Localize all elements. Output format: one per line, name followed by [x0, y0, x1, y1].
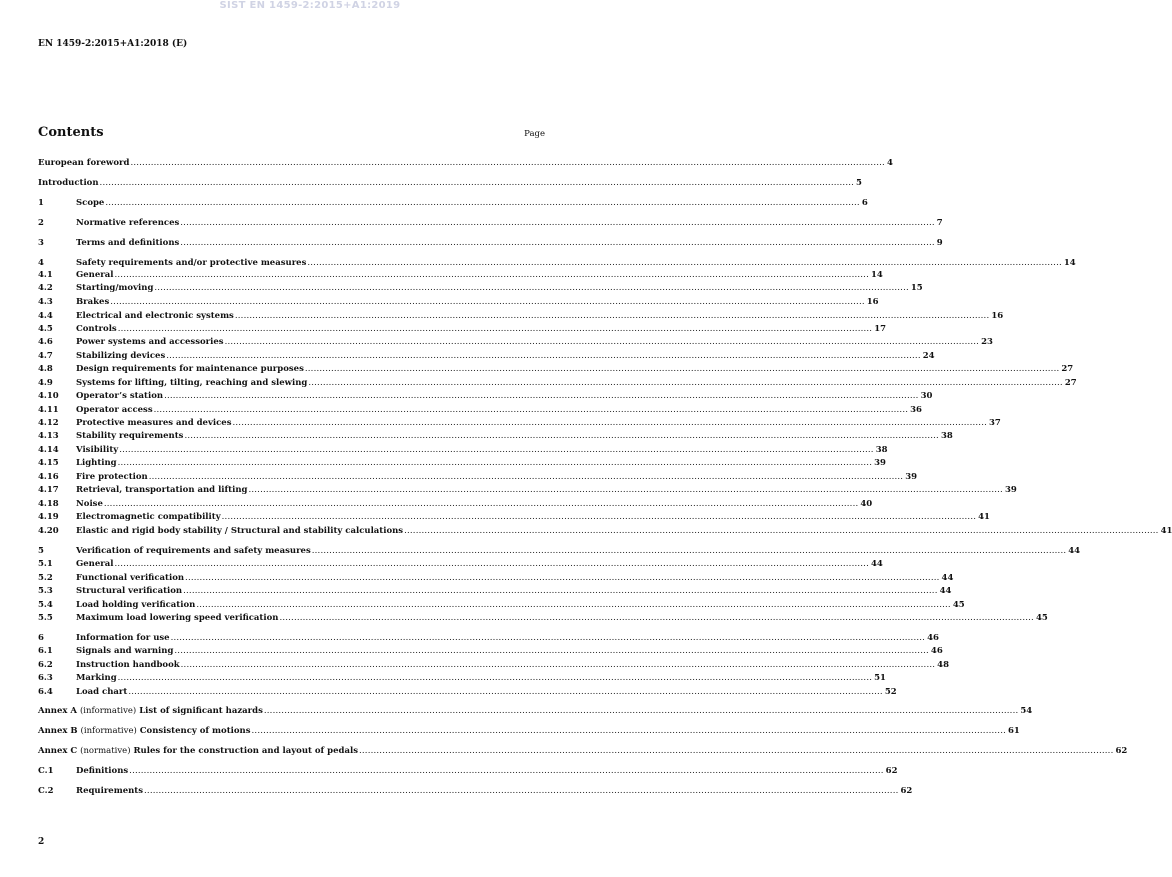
dot-leader: ....................................................................................................................................................................................................................................................................	[311, 546, 1067, 556]
watermark: SIST EN 1459-2:2015+A1:2019	[219, 0, 401, 11]
dot-leader: ....................................................................................................................................................................................................................................................................	[129, 766, 884, 776]
toc-entry-title: Definitions	[76, 766, 129, 776]
toc-entry-page: 5	[856, 178, 862, 188]
toc-entry[interactable]	[38, 559, 883, 570]
toc-entry-page: 16	[866, 297, 879, 307]
toc-entry-title: Scope	[76, 198, 105, 208]
toc-entry-page: 62	[885, 766, 898, 776]
annex-qualifier: (normative)	[80, 746, 131, 756]
toc-entry-title	[38, 746, 358, 757]
dot-leader: ....................................................................................................................................................................................................................................................................	[183, 586, 938, 596]
toc-entry[interactable]	[38, 458, 886, 469]
toc-entry[interactable]	[38, 297, 879, 308]
toc-entry-title: Structural verification	[76, 586, 183, 596]
annex-label: Annex C	[38, 746, 78, 756]
toc-entry[interactable]	[38, 445, 888, 456]
toc-entry[interactable]	[38, 198, 868, 209]
dot-leader: ....................................................................................................................................................................................................................................................................	[153, 405, 909, 415]
dot-leader: ....................................................................................................................................................................................................................................................................	[304, 364, 1060, 374]
toc-entry-number: 4.6	[38, 337, 53, 347]
toc-entry[interactable]	[38, 600, 965, 611]
toc-entry-page: 44	[941, 573, 954, 583]
annex-qualifier: (informative)	[80, 726, 137, 736]
toc-entry-title: Systems for lifting, tilting, reaching and slewing	[76, 378, 308, 388]
toc-entry[interactable]	[38, 746, 1128, 757]
dot-leader: ....................................................................................................................................................................................................................................................................	[164, 391, 919, 401]
dot-leader: ....................................................................................................................................................................................................................................................................	[251, 726, 1007, 736]
toc-entry-page: 30	[920, 391, 933, 401]
dot-leader: ....................................................................................................................................................................................................................................................................	[221, 512, 977, 522]
toc-entry[interactable]	[38, 324, 887, 335]
document-id: EN 1459-2:2015+A1:2018 (E)	[38, 39, 188, 49]
toc-entry-title	[38, 706, 263, 717]
toc-entry-page: 17	[874, 324, 887, 334]
toc-entry-title: Visibility	[76, 445, 119, 455]
toc-entry-title: Requirements	[76, 786, 144, 796]
toc-entry-number: 4.10	[38, 391, 59, 401]
toc-entry-number: 5.1	[38, 559, 53, 569]
toc-entry[interactable]	[38, 786, 913, 797]
annex-label: Annex A	[38, 706, 77, 716]
dot-leader: ....................................................................................................................................................................................................................................................................	[224, 337, 980, 347]
toc-entry[interactable]	[38, 485, 1017, 496]
dot-leader: ....................................................................................................................................................................................................................................................................	[117, 673, 873, 683]
toc-entry-page: 62	[900, 786, 913, 796]
toc-entry-title: European foreword	[38, 158, 130, 168]
toc-entry-number: 4.1	[38, 270, 53, 280]
toc-entry-page: 27	[1064, 378, 1077, 388]
toc-entry-page: 62	[1115, 746, 1128, 756]
toc-entry-page: 14	[1063, 258, 1076, 268]
toc-entry-page: 52	[884, 687, 897, 697]
dot-leader: ....................................................................................................................................................................................................................................................................	[117, 458, 873, 468]
contents-title: Contents	[38, 125, 104, 140]
toc-entry-page: 36	[910, 405, 922, 415]
toc-entry-page: 38	[940, 431, 953, 441]
toc-entry[interactable]	[38, 726, 1020, 737]
toc-entry-number: 4.19	[38, 512, 59, 522]
toc-entry-number: 3	[38, 238, 44, 248]
dot-leader: ....................................................................................................................................................................................................................................................................	[307, 258, 1062, 268]
toc-entry-page: 39	[874, 458, 886, 468]
dot-leader: ....................................................................................................................................................................................................................................................................	[117, 324, 873, 334]
toc-entry-page: 16	[991, 311, 1004, 321]
page-number: 2	[38, 837, 45, 847]
toc-entry-page: 39	[905, 472, 918, 482]
toc-entry-number: 4.12	[38, 418, 59, 428]
toc-entry-title: Operator access	[76, 405, 153, 415]
toc-entry[interactable]	[38, 258, 1076, 269]
toc-entry-page: 39	[1004, 485, 1017, 495]
toc-entry-title: Noise	[76, 499, 103, 509]
toc-entry-number: 4.20	[38, 526, 59, 536]
toc-entry-title: Stabilizing devices	[76, 351, 166, 361]
dot-leader: ....................................................................................................................................................................................................................................................................	[308, 378, 1063, 388]
toc-entry-title: Signals and warning	[76, 646, 174, 656]
toc-entry[interactable]	[38, 337, 993, 348]
dot-leader: ....................................................................................................................................................................................................................................................................	[130, 158, 885, 168]
dot-leader: ....................................................................................................................................................................................................................................................................	[174, 646, 929, 656]
toc-entry-title: General	[76, 559, 114, 569]
toc-entry-page: 41	[1160, 526, 1172, 536]
annex-label: Annex B	[38, 726, 78, 736]
toc-entry-number: 4.11	[38, 405, 59, 415]
toc-entry[interactable]	[38, 499, 873, 510]
toc-entry-page: 40	[860, 499, 873, 509]
toc-entry-title: Safety requirements and/or protective measures	[76, 258, 307, 268]
toc-entry-title: Controls	[76, 324, 117, 334]
toc-entry[interactable]	[38, 311, 1004, 322]
toc-entry-page: 27	[1061, 364, 1074, 374]
toc-entry-title: Lighting	[76, 458, 117, 468]
dot-leader: ....................................................................................................................................................................................................................................................................	[196, 600, 951, 610]
dot-leader: ....................................................................................................................................................................................................................................................................	[154, 283, 909, 293]
toc-entry[interactable]	[38, 158, 893, 169]
toc-entry-number: 4.5	[38, 324, 53, 334]
toc-entry-number: 6.2	[38, 660, 53, 670]
dot-leader: ....................................................................................................................................................................................................................................................................	[128, 687, 883, 697]
toc-entry-page: 44	[939, 586, 952, 596]
toc-entry-number: 6.4	[38, 687, 53, 697]
toc-entry-title: Information for use	[76, 633, 170, 643]
toc-entry-page: 7	[936, 218, 943, 228]
toc-entry-page: 38	[875, 445, 888, 455]
toc-entry-number: C.1	[38, 766, 54, 776]
toc-entry[interactable]	[38, 431, 953, 442]
toc-entry[interactable]	[38, 646, 943, 657]
dot-leader: ....................................................................................................................................................................................................................................................................	[114, 270, 869, 280]
toc-entry-number: 4.9	[38, 378, 53, 388]
toc-entry-page: 44	[870, 559, 883, 569]
toc-entry-number: 4	[38, 258, 44, 268]
dot-leader: ....................................................................................................................................................................................................................................................................	[404, 526, 1159, 536]
toc-entry[interactable]	[38, 586, 952, 597]
toc-entry-number: 4.4	[38, 311, 53, 321]
dot-leader: ....................................................................................................................................................................................................................................................................	[180, 660, 936, 670]
toc-entry-page: 24	[922, 351, 935, 361]
toc-entry-page: 9	[936, 238, 943, 248]
toc-entry-number: 4.15	[38, 458, 59, 468]
toc-entry-page: 15	[910, 283, 923, 293]
dot-leader: ....................................................................................................................................................................................................................................................................	[180, 238, 935, 248]
toc-entry-number: 4.16	[38, 472, 59, 482]
dot-leader: ....................................................................................................................................................................................................................................................................	[185, 573, 940, 583]
dot-leader: ....................................................................................................................................................................................................................................................................	[166, 351, 921, 361]
toc-entry-title: Operator’s station	[76, 391, 164, 401]
dot-leader: ....................................................................................................................................................................................................................................................................	[144, 786, 899, 796]
toc-entry-number: 6.3	[38, 673, 53, 683]
toc-entry-page: 37	[989, 418, 1001, 428]
toc-entry-number: 5.5	[38, 613, 53, 623]
toc-entry[interactable]	[38, 472, 918, 483]
toc-entry-page: 54	[1020, 706, 1033, 716]
annex-qualifier: (informative)	[79, 706, 137, 716]
toc-entry[interactable]	[38, 218, 943, 229]
dot-leader: ....................................................................................................................................................................................................................................................................	[248, 485, 1003, 495]
toc-entry-number: 4.18	[38, 499, 59, 509]
toc-entry[interactable]	[38, 766, 898, 777]
dot-leader: ....................................................................................................................................................................................................................................................................	[170, 633, 926, 643]
toc-entry[interactable]	[38, 351, 935, 362]
toc-entry-title: Maximum load lowering speed verification	[76, 613, 279, 623]
toc-entry[interactable]	[38, 573, 954, 584]
dot-leader: ....................................................................................................................................................................................................................................................................	[103, 499, 859, 509]
toc-entry-number: 4.14	[38, 445, 59, 455]
toc-entry-number: 4.8	[38, 364, 53, 374]
toc-entry-number: 6.1	[38, 646, 53, 656]
toc-entry-number: C.2	[38, 786, 54, 796]
toc-entry[interactable]	[38, 238, 943, 249]
annex-title: List of significant hazards	[139, 706, 263, 716]
dot-leader: ....................................................................................................................................................................................................................................................................	[114, 559, 869, 569]
dot-leader: ....................................................................................................................................................................................................................................................................	[119, 445, 874, 455]
toc-entry-title: Load holding verification	[76, 600, 196, 610]
toc-entry-number: 5.3	[38, 586, 53, 596]
toc-entry-number: 1	[38, 198, 44, 208]
toc-entry-title: Instruction handbook	[76, 660, 180, 670]
toc-entry-number: 4.13	[38, 431, 59, 441]
toc-entry-title: Verification of requirements and safety measures	[76, 546, 311, 556]
toc-entry-title: Functional verification	[76, 573, 185, 583]
toc-entry-title: Electromagnetic compatibility	[76, 512, 221, 522]
toc-entry-number: 4.2	[38, 283, 53, 293]
toc-entry[interactable]	[38, 418, 1001, 429]
toc-entry-title: Marking	[76, 673, 117, 683]
toc-entry-page: 14	[870, 270, 883, 280]
page-column-label: Page	[524, 129, 545, 139]
toc-entry-page: 46	[930, 646, 943, 656]
toc-entry[interactable]	[38, 378, 1077, 389]
toc-entry-title	[38, 726, 251, 737]
dot-leader: ....................................................................................................................................................................................................................................................................	[99, 178, 855, 188]
toc-entry-number: 5	[38, 546, 44, 556]
toc-entry-title: Electrical and electronic systems	[76, 311, 234, 321]
toc-entry-page: 45	[952, 600, 965, 610]
toc-entry[interactable]	[38, 706, 1033, 717]
dot-leader: ....................................................................................................................................................................................................................................................................	[110, 297, 865, 307]
toc-entry[interactable]	[38, 178, 862, 189]
toc-entry-page: 6	[861, 198, 868, 208]
dot-leader: ....................................................................................................................................................................................................................................................................	[234, 311, 990, 321]
dot-leader: ....................................................................................................................................................................................................................................................................	[184, 431, 939, 441]
toc-entry-title: Fire protection	[76, 472, 148, 482]
toc-entry-title: Power systems and accessories	[76, 337, 224, 347]
toc-entry-page: 44	[1068, 546, 1081, 556]
toc-entry[interactable]	[38, 270, 883, 281]
toc-entry-number: 6	[38, 633, 44, 643]
toc-entry-page: 45	[1035, 613, 1048, 623]
dot-leader: ....................................................................................................................................................................................................................................................................	[263, 706, 1019, 716]
toc-entry-title: Brakes	[76, 297, 110, 307]
toc-entry-title: Protective measures and devices	[76, 418, 232, 428]
toc-entry-number: 2	[38, 218, 44, 228]
toc-entry-page: 46	[927, 633, 939, 643]
toc-entry-page: 41	[978, 512, 990, 522]
toc-entry-page: 61	[1008, 726, 1020, 736]
toc-entry[interactable]	[38, 613, 1048, 624]
toc-entry-number: 4.17	[38, 485, 59, 495]
toc-entry[interactable]	[38, 687, 897, 698]
toc-entry-title: Normative references	[76, 218, 180, 228]
toc-entry[interactable]	[38, 526, 1172, 537]
toc-entry[interactable]	[38, 391, 933, 402]
annex-title: Consistency of motions	[139, 726, 251, 736]
toc-entry-title: Starting/moving	[76, 283, 154, 293]
dot-leader: ....................................................................................................................................................................................................................................................................	[105, 198, 860, 208]
toc-entry[interactable]	[38, 660, 949, 671]
dot-leader: ....................................................................................................................................................................................................................................................................	[232, 418, 987, 428]
toc-entry-number: 5.2	[38, 573, 53, 583]
toc-entry-title: Introduction	[38, 178, 99, 188]
dot-leader: ....................................................................................................................................................................................................................................................................	[180, 218, 935, 228]
toc-entry[interactable]	[38, 633, 939, 644]
toc-entry-title: Design requirements for maintenance purposes	[76, 364, 304, 374]
dot-leader: ....................................................................................................................................................................................................................................................................	[279, 613, 1034, 623]
toc-entry-title: Elastic and rigid body stability / Structural and stability calculations	[76, 526, 404, 536]
dot-leader: ....................................................................................................................................................................................................................................................................	[148, 472, 904, 482]
toc-entry-page: 51	[874, 673, 886, 683]
toc-entry[interactable]	[38, 283, 923, 294]
toc-entry-number: 5.4	[38, 600, 53, 610]
toc-entry-title: Load chart	[76, 687, 128, 697]
toc-entry[interactable]	[38, 512, 990, 523]
annex-title: Rules for the construction and layout of pedals	[133, 746, 358, 756]
toc-entry-page: 48	[937, 660, 949, 670]
toc-entry-number: 4.7	[38, 351, 53, 361]
toc-entry-title: Retrieval, transportation and lifting	[76, 485, 248, 495]
toc-entry[interactable]	[38, 673, 886, 684]
toc-entry[interactable]	[38, 546, 1081, 557]
toc-entry-number: 4.3	[38, 297, 53, 307]
toc-entry[interactable]	[38, 405, 922, 416]
toc-entry-title: Terms and definitions	[76, 238, 180, 248]
toc-entry[interactable]	[38, 364, 1074, 375]
dot-leader: ....................................................................................................................................................................................................................................................................	[358, 746, 1114, 756]
toc-entry-title: Stability requirements	[76, 431, 184, 441]
toc-entry-page: 23	[981, 337, 993, 347]
toc-entry-page: 4	[886, 158, 893, 168]
toc-entry-title: General	[76, 270, 114, 280]
